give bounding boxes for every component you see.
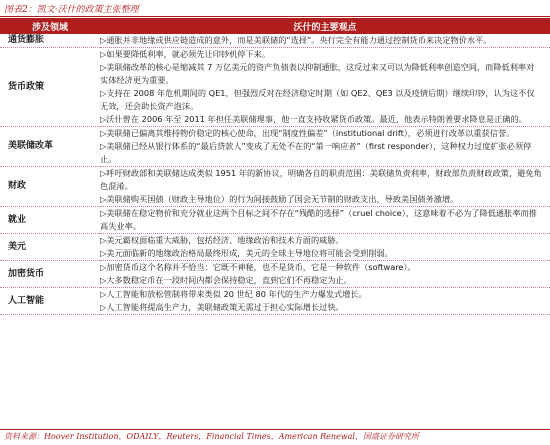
description-point: ▷通胀并非地缘或供应链造成的意外，而是美联储的“选择”。央行完全有能力通过控制货币来决定物价水平。: [100, 35, 492, 45]
table-row: [0, 48, 550, 127]
description-point: ▷美元霸权面临重大威胁，包括经济、地缘政治和技术方面的威胁。: [100, 235, 344, 245]
table-header-row: [0, 18, 550, 34]
header-views: 沃什的主要观点: [100, 18, 550, 34]
description-point: ▷人工智能和放松管制将带来类似 20 世纪 80 年代的生产力爆发式增长。: [100, 289, 367, 299]
row-description: [100, 167, 550, 207]
description-point: ▷美联储购买国债（财政主导地位）的行为间接鼓励了国会无节制的财政支出，导致美国债务激增。: [100, 194, 459, 204]
row-description: [100, 127, 550, 167]
description-point: ▷沃什曾在 2006 年至 2011 年担任美联储理事，他一直支持收紧货币政策。最近，他表示特朗普要求降息是正确的。: [100, 114, 527, 124]
source-divider: [0, 429, 550, 430]
description-point: ▷美元面临新的地缘政治格局最终形成，美元的全球主导地位将可能会受到削弱。: [100, 248, 393, 258]
description-point: ▷美联储已偏离其维持物价稳定的核心使命，出现“制度性偏差”（institutional drift），必须进行改革以重获信誉。: [100, 128, 515, 138]
table-row: [0, 261, 550, 288]
description-point: ▷如果要降低利率，就必须先让印钞机停下来。: [100, 49, 271, 59]
row-description: [100, 207, 550, 234]
row-description: [100, 34, 550, 48]
table-body: [0, 34, 550, 315]
description-point: ▷加密货币这个名称并不恰当：它既不神秘，也不是货币，它是一种软件（software）。: [100, 262, 416, 272]
row-category: 通货膨胀: [8, 35, 45, 45]
row-description: [100, 288, 550, 315]
row-description: [100, 48, 550, 127]
policy-table: [0, 18, 550, 315]
source-note: 资料来源：Hoover Institution，ODAILY，Reuters，Financial Times，American Renewal，国盛证券研究所: [4, 432, 419, 441]
figure-caption: 图表2：凯文·沃什的政策主张整理: [4, 5, 139, 15]
row-category: 人工智能: [8, 295, 45, 306]
table-row: [0, 234, 550, 261]
description-point: ▷人工智能将提高生产力，美联储政策无需过于担心实际增长过快。: [100, 302, 344, 312]
row-category: 货币政策: [8, 81, 45, 92]
row-category: 财政: [8, 181, 27, 191]
row-category: 加密货币: [8, 268, 45, 279]
caption-divider: [0, 16, 550, 17]
description-point: ▷美联储改革的核心是缩减其 7 万亿美元的资产负债表以抑制通胀，这反过来又可以为降低利率创造空间，而降低利率对实体经济更为重要。: [100, 62, 535, 85]
description-point: ▷大多数稳定币在一段时间内都会保持稳定，直到它们不再稳定为止。: [100, 275, 352, 285]
row-category: 美联储改革: [8, 141, 54, 151]
row-category: 就业: [8, 214, 27, 225]
row-category: 美元: [8, 241, 27, 252]
table-row: [0, 167, 550, 207]
description-point: ▷美联储已经从银行体系的“最后贷款人”变成了无处不在的“第一响应者”（first responder），这种权力过度扩张必须停止。: [100, 141, 532, 164]
table-row: [0, 207, 550, 234]
description-point: ▷支持在 2008 年危机期间的 QE1，但强烈反对在经济稳定时期（如 QE2、QE3 以及疫情后期）继续印钞，认为这不仅无效，还会助长资产泡沫。: [100, 88, 535, 111]
header-domain: 涉及领域: [0, 18, 100, 34]
table-row: [0, 288, 550, 315]
table-row: [0, 34, 550, 48]
table-row: [0, 127, 550, 167]
description-point: ▷呼吁财政部和美联储达成类似 1951 年的新协议，明确各自的职责范围：美联储负责利率，财政部负责财政政策，避免角色混淆。: [100, 168, 542, 191]
row-description: [100, 261, 550, 288]
description-point: ▷美联储在稳定物价和充分就业这两个目标之间不存在“残酷的选择”（cruel choice），这意味着不必为了降低通胀率而推高失业率。: [100, 208, 537, 231]
row-description: [100, 234, 550, 261]
